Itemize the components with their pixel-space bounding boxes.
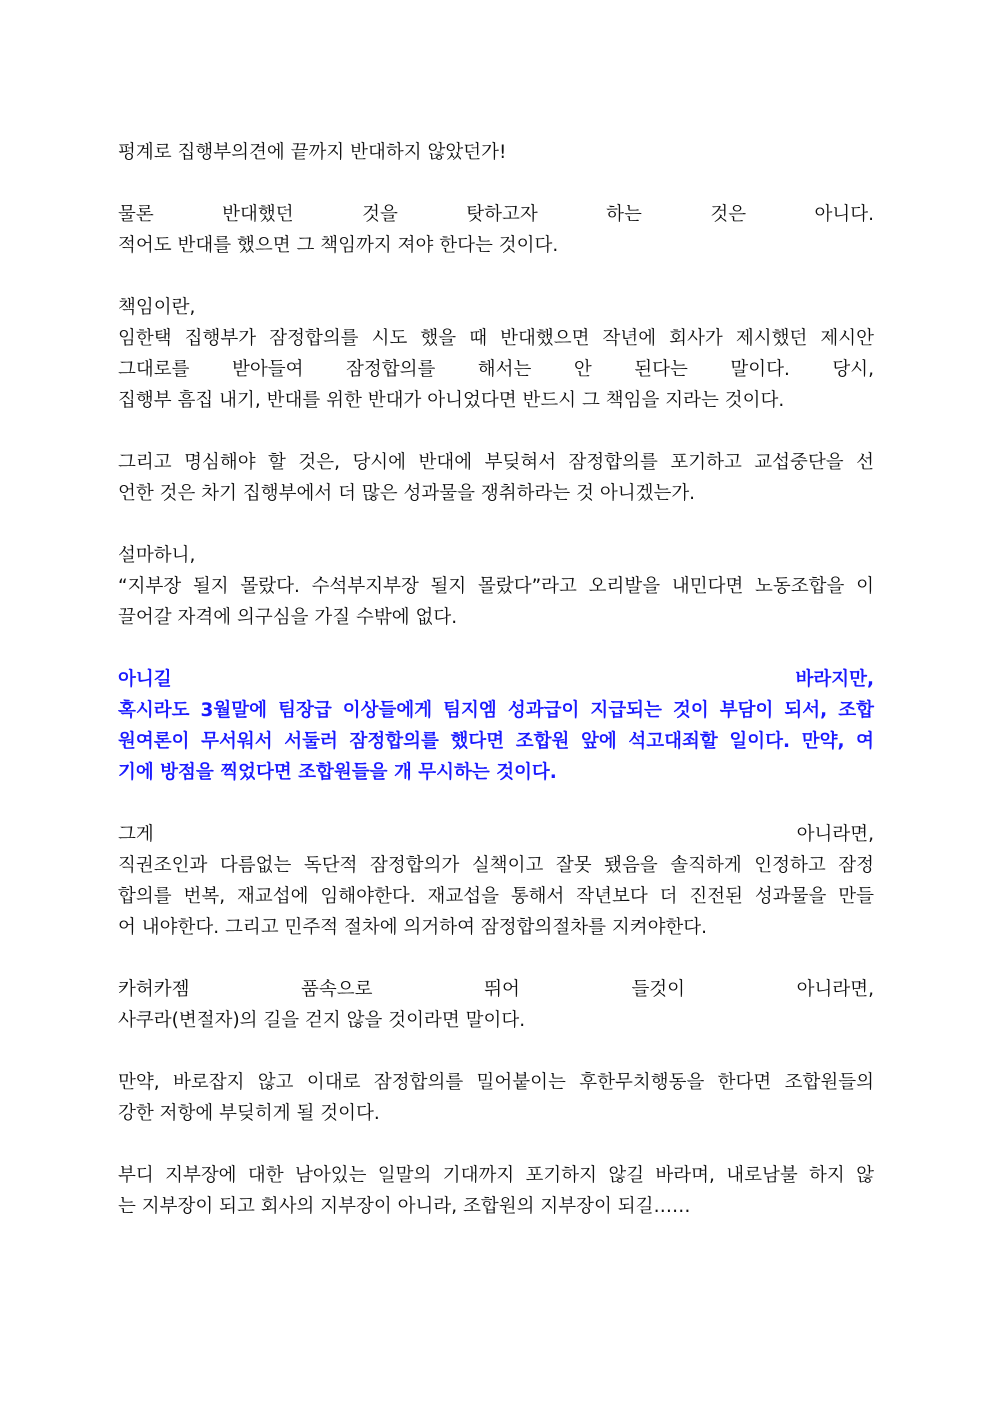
text-line: 직권조인과 다름없는 독단적 잠정합의가 실책이고 잘못 됐음을 솔직하게 인정하고 잠정 (118, 855, 874, 876)
text-line: 임한택 집행부가 잠정합의를 시도 했을 때 반대했으면 작년에 회사가 제시했던 제시안 (118, 328, 874, 349)
text-line: 끌어갈 자격에 의구심을 가질 수밖에 없다. (118, 607, 458, 628)
text-line: 적어도 반대를 했으면 그 책임까지 져야 한다는 것이다. (118, 235, 559, 256)
text-line: 집행부 흠집 내기, 반대를 위한 반대가 아니었다면 반드시 그 책임을 지라는 것이다. (118, 390, 785, 411)
paragraph (118, 199, 874, 261)
text-line: 그대로를 받아들여 잠정합의를 해서는 안 된다는 말이다. 당시, (118, 359, 874, 380)
text-line: 강한 저항에 부딪히게 될 것이다. (118, 1103, 380, 1124)
text-line: 펑계로 집행부의견에 끝까지 반대하지 않았던가! (118, 142, 507, 163)
text-line: 기에 방점을 찍었다면 조합원들을 개 무시하는 것이다. (118, 762, 557, 783)
text-line: “지부장 될지 몰랐다. 수석부지부장 될지 몰랐다”라고 오리발을 내민다면 노동조합을 이 (118, 576, 874, 597)
text-line: 설마하니, (118, 545, 196, 566)
text-line: 그게 아니라면, (118, 824, 874, 845)
text-line: 그리고 명심해야 할 것은, 당시에 반대에 부딪혀서 잠정합의를 포기하고 교섭중단을 선 (118, 452, 874, 473)
text-line: 물론 반대했던 것을 탓하고자 하는 것은 아니다. (118, 204, 874, 225)
paragraph (118, 447, 874, 509)
paragraph (118, 292, 874, 416)
paragraph (118, 540, 874, 633)
text-line: 카허카젬 품속으로 뛰어 들것이 아니라면, (118, 979, 874, 1000)
paragraph (118, 1067, 874, 1129)
paragraph (118, 819, 874, 943)
text-line: 부디 지부장에 대한 남아있는 일말의 기대까지 포기하지 않길 바라며, 내로남불 하지 않 (118, 1165, 874, 1186)
highlighted-paragraph (118, 664, 874, 788)
text-line: 합의를 번복, 재교섭에 임해야한다. 재교섭을 통해서 작년보다 더 진전된 성과물을 만들 (118, 886, 874, 907)
text-line: 어 내야한다. 그리고 민주적 절차에 의거하여 잠정합의절차를 지켜야한다. (118, 917, 708, 938)
document-page (118, 137, 874, 1253)
text-line: 원여론이 무서워서 서둘러 잠정합의를 했다면 조합원 앞에 석고대죄할 일이다. 만약, 여 (118, 731, 874, 752)
text-line: 만약, 바로잡지 않고 이대로 잠정합의를 밀어붙이는 후한무치행동을 한다면 조합원들의 (118, 1072, 874, 1093)
paragraph (118, 1160, 874, 1222)
text-line: 책임이란, (118, 297, 196, 318)
text-line: 아니길 바라지만, (118, 669, 874, 690)
paragraph (118, 137, 874, 168)
text-line: 혹시라도 3월말에 팀장급 이상들에게 팀지엠 성과급이 지급되는 것이 부담이 되서, 조합 (118, 700, 874, 721)
text-line: 는 지부장이 되고 회사의 지부장이 아니라, 조합원의 지부장이 되길…… (118, 1196, 691, 1217)
paragraph (118, 974, 874, 1036)
text-line: 사쿠라(변절자)의 길을 걷지 않을 것이라면 말이다. (118, 1010, 526, 1031)
text-line: 언한 것은 차기 집행부에서 더 많은 성과물을 쟁취하라는 것 아니겠는가. (118, 483, 696, 504)
